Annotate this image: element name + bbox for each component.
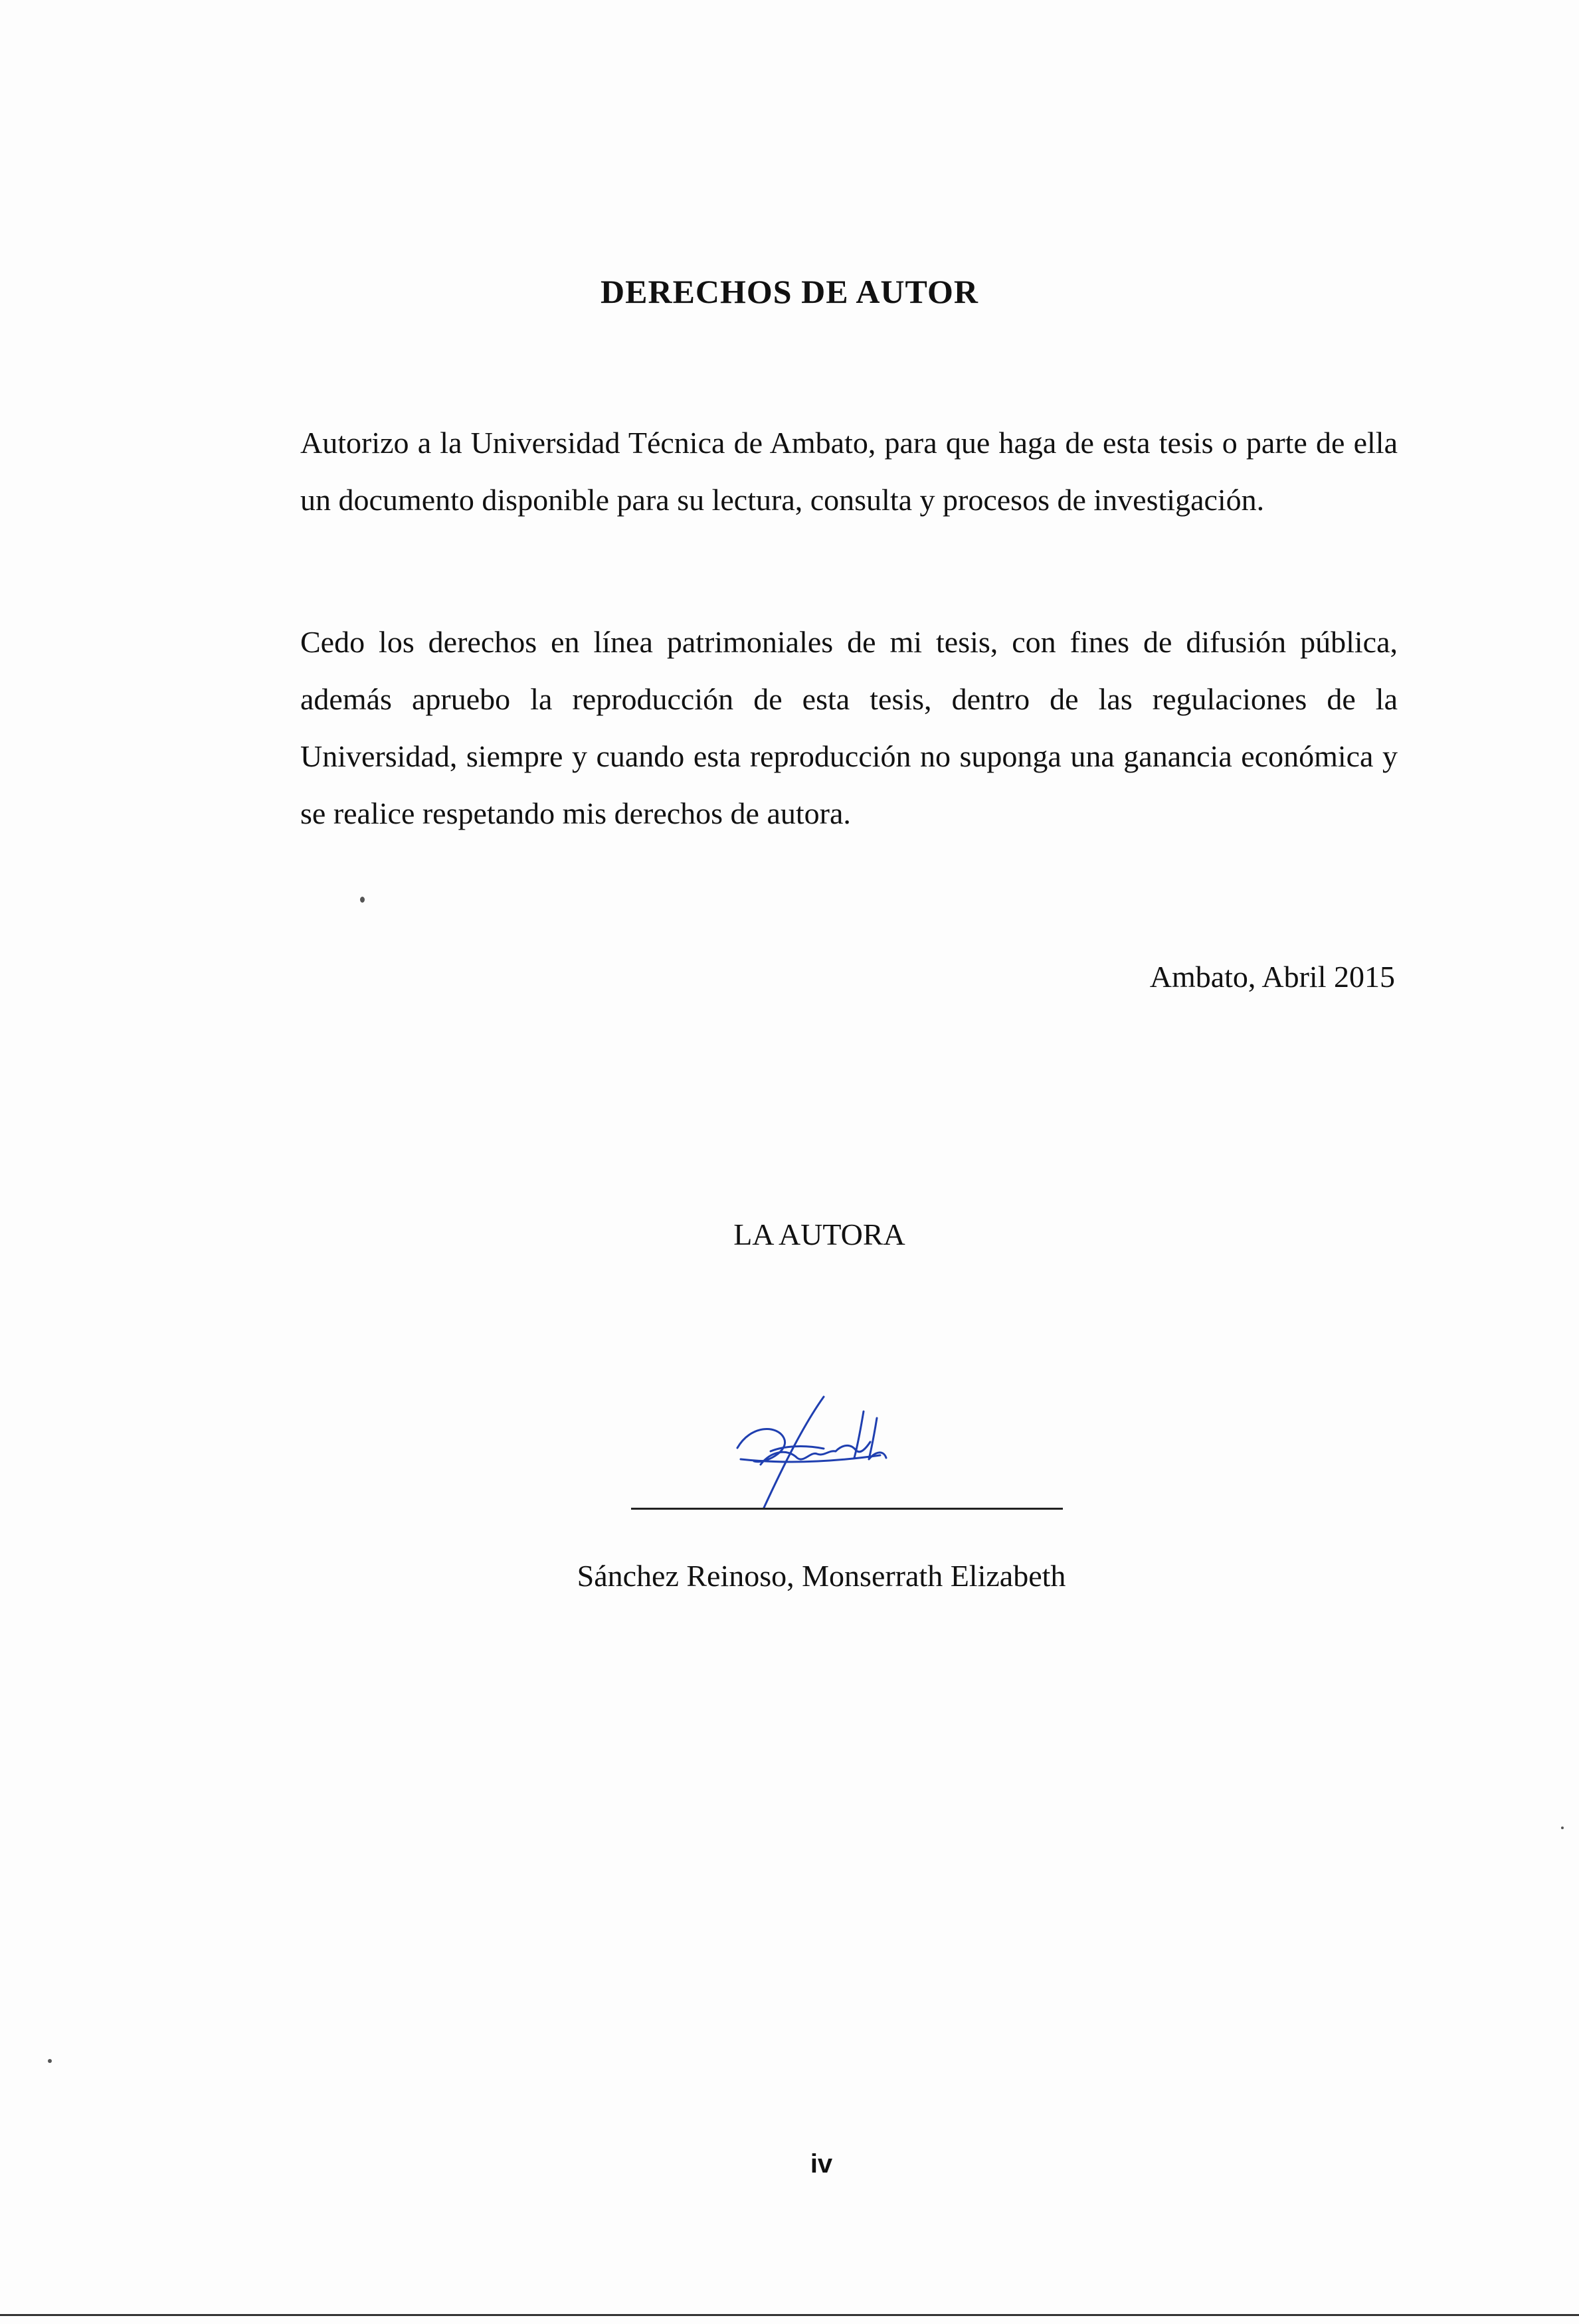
scan-speck [48,2059,52,2063]
document-title: DERECHOS DE AUTOR [601,273,978,310]
page-bottom-edge [0,2314,1579,2316]
handwritten-signature [724,1385,910,1518]
author-name: Sánchez Reinoso, Monserrath Elizabeth [577,1559,1066,1593]
page-number: iv [810,2149,833,2179]
paragraph-rights-transfer: Cedo los derechos en línea patrimoniales de mi tesis, con fines de difusión pública, además apruebo la reproducción de esta tesis, dentro de las regulaciones de la Universidad, siempre y cuando esta reproducción no suponga una ganancia económica y se realice respetando mis derechos de autora. [300,625,1398,830]
scan-speck [1561,1827,1564,1829]
scan-speck [360,897,365,903]
paragraph-authorization: Autorizo a la Universidad Técnica de Ambato, para que haga de esta tesis o parte de ella un documento disponible para su lectura, consulta y procesos de investigación. [300,426,1398,517]
place-and-date: Ambato, Abril 2015 [1149,960,1395,994]
author-heading: LA AUTORA [733,1217,905,1251]
signature-line [631,1508,1063,1510]
